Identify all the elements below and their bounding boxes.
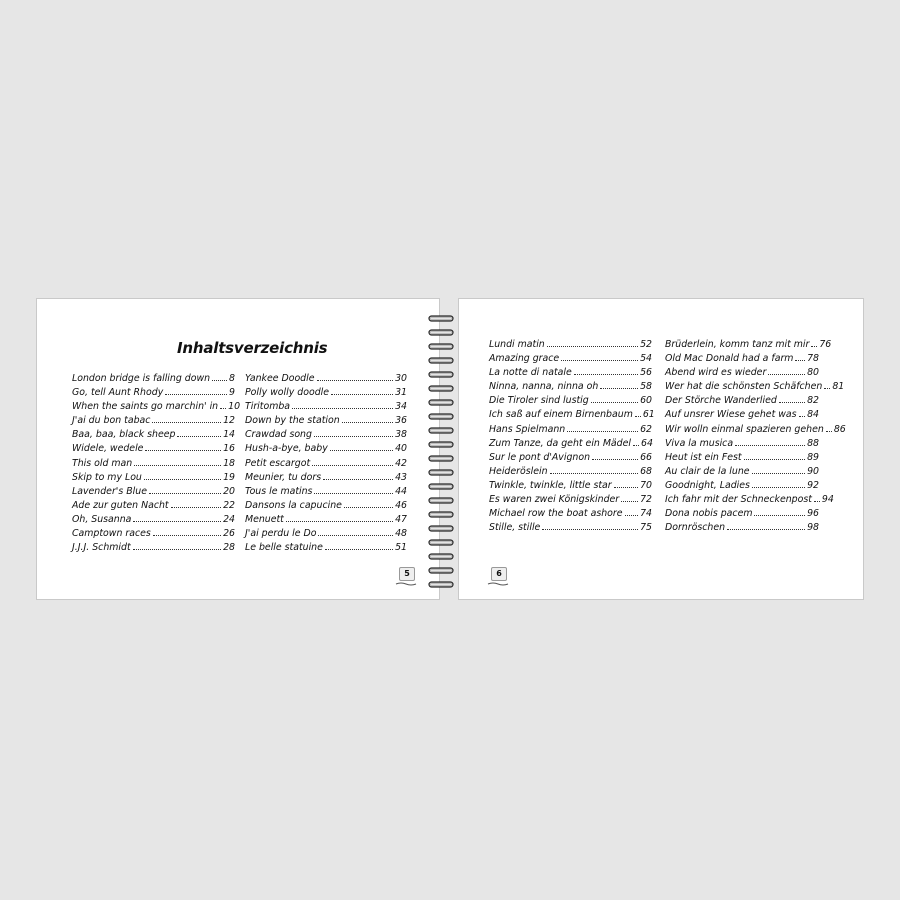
toc-entry	[665, 507, 819, 521]
dot-leader	[134, 465, 221, 466]
toc-entry-page: 40	[395, 443, 407, 455]
toc-entry-page: 66	[640, 451, 652, 463]
toc-entry-page: 72	[640, 494, 652, 506]
toc-entry-title: Goodnight, Ladies	[665, 479, 750, 491]
toc-entry-title: Heut ist ein Fest	[665, 451, 742, 463]
dot-leader	[133, 521, 221, 522]
toc-entry-title: Auf unsrer Wiese gehet was	[665, 409, 797, 421]
left-page	[36, 298, 440, 600]
toc-entry	[665, 380, 845, 394]
toc-entry	[72, 400, 241, 414]
dot-leader	[567, 431, 638, 432]
toc-entry-title: Zum Tanze, da geht ein Mädel	[489, 437, 631, 449]
toc-entry	[489, 507, 652, 521]
dot-leader	[752, 473, 805, 474]
toc-entry-title: Widele, wedele	[72, 443, 144, 455]
toc-entry	[245, 457, 407, 471]
dot-leader	[814, 501, 820, 502]
toc-entry	[665, 465, 819, 479]
toc-entry	[245, 541, 407, 555]
toc-entry	[665, 366, 819, 380]
toc-entry-title: Brüderlein, komm tanz mit mir	[665, 339, 810, 350]
toc-entry	[665, 521, 819, 535]
page-ornament-icon	[487, 582, 509, 586]
toc-entry	[665, 408, 819, 422]
toc-entry-title: Down by the station	[245, 415, 340, 427]
toc-entry	[72, 414, 235, 428]
dot-leader	[330, 450, 393, 451]
toc-entry	[72, 457, 235, 471]
toc-entry-title: J'ai du bon tabac	[72, 415, 151, 427]
toc-entry-title: Wer hat die schönsten Schäfchen	[665, 381, 823, 393]
dot-leader	[153, 535, 221, 536]
toc-entry-title: Ich fahr mit der Schneckenpost	[665, 494, 812, 506]
toc-entry-page: 78	[807, 353, 819, 365]
toc-entry-page: 70	[640, 479, 652, 491]
toc-entry-title: Ich saß auf einem Birnenbaum	[489, 409, 633, 421]
toc-entry-page: 31	[395, 387, 407, 399]
toc-entry	[245, 414, 407, 428]
toc-entry-page: 44	[395, 485, 407, 497]
toc-entry-title: Lavender's Blue	[72, 485, 147, 497]
dot-leader	[165, 394, 227, 395]
toc-entry	[72, 527, 235, 541]
page-number-right: 6	[491, 567, 507, 581]
toc-entry	[72, 372, 235, 386]
toc-column-2	[245, 372, 407, 555]
toc-entry-title: Abend wird es wieder	[665, 367, 767, 379]
toc-entry-title: Hans Spielmann	[489, 423, 566, 435]
toc-entry	[665, 479, 819, 493]
dot-leader	[342, 422, 393, 423]
toc-entry-page: 8	[229, 373, 235, 384]
dot-leader	[811, 346, 817, 347]
toc-entry-title: Sur le pont d'Avignon	[489, 451, 591, 463]
toc-entry	[489, 338, 652, 352]
toc-entry-title: Heideröslein	[489, 465, 548, 477]
toc-entry-title: Dona nobis pacem	[665, 508, 753, 520]
dot-leader	[574, 374, 638, 375]
toc-entry-page: 62	[640, 423, 652, 435]
toc-entry-page: 61	[642, 409, 655, 421]
toc-entry-title: J'ai perdu le Do	[245, 528, 317, 540]
dot-leader	[824, 388, 830, 389]
toc-entry	[489, 479, 652, 493]
toc-entry	[665, 437, 819, 451]
dot-leader	[317, 380, 394, 381]
toc-entry	[72, 513, 235, 527]
toc-entry-title: Michael row the boat ashore	[489, 508, 623, 520]
toc-entry	[245, 485, 407, 499]
toc-entry-title: Der Störche Wanderlied	[665, 395, 777, 407]
dot-leader	[633, 445, 639, 446]
dot-leader	[325, 549, 393, 550]
page-ornament-icon	[395, 582, 417, 586]
page-title: Inhaltsverzeichnis	[177, 339, 328, 357]
toc-entry-title: Viva la musica	[665, 437, 734, 449]
toc-entry-page: 90	[807, 465, 819, 477]
toc-entry	[72, 386, 235, 400]
toc-entry-page: 48	[395, 528, 407, 540]
toc-entry-title: Dornröschen	[665, 522, 726, 534]
toc-entry-title: Yankee Doodle	[245, 373, 315, 384]
toc-entry-page: 19	[223, 471, 235, 483]
dot-leader	[331, 394, 393, 395]
toc-entry-page: 81	[832, 381, 845, 393]
dot-leader	[795, 360, 805, 361]
toc-entry	[72, 485, 235, 499]
dot-leader	[799, 416, 806, 417]
toc-entry-page: 68	[640, 465, 652, 477]
toc-entry	[72, 471, 235, 485]
toc-entry-page: 52	[640, 339, 652, 350]
dot-leader	[292, 408, 393, 409]
toc-entry-title: Meunier, tu dors	[245, 471, 322, 483]
dot-leader	[542, 529, 638, 530]
toc-entry-page: 96	[807, 508, 819, 520]
page-number-left: 5	[399, 567, 415, 581]
toc-entry	[72, 541, 235, 555]
toc-entry-title: Hush-a-bye, baby	[245, 443, 328, 455]
toc-entry-page: 46	[395, 499, 407, 511]
dot-leader	[314, 493, 393, 494]
toc-entry-page: 89	[807, 451, 819, 463]
toc-entry-title: Tiritomba	[245, 401, 291, 413]
toc-entry	[245, 386, 407, 400]
toc-entry-title: Au clair de la lune	[665, 465, 750, 477]
toc-entry	[665, 338, 832, 352]
toc-entry-page: 28	[223, 542, 235, 554]
dot-leader	[547, 346, 638, 347]
dot-leader	[779, 402, 805, 403]
toc-entry-page: 82	[807, 395, 819, 407]
toc-entry	[245, 442, 407, 456]
toc-entry	[245, 372, 407, 386]
toc-entry-page: 51	[395, 542, 407, 554]
toc-entry-title: Tous le matins	[245, 485, 313, 497]
toc-entry-page: 84	[807, 409, 819, 421]
toc-entry-title: Ade zur guten Nacht	[72, 499, 169, 511]
toc-entry	[665, 394, 819, 408]
toc-entry-page: 14	[223, 429, 235, 441]
dot-leader	[600, 388, 638, 389]
toc-entry-page: 16	[223, 443, 235, 455]
dot-leader	[635, 416, 641, 417]
toc-entry	[665, 423, 846, 437]
toc-entry	[72, 428, 235, 442]
toc-entry	[489, 465, 652, 479]
toc-entry-title: Old Mac Donald had a farm	[665, 353, 794, 365]
toc-entry-title: Baa, baa, black sheep	[72, 429, 176, 441]
right-page	[458, 298, 864, 600]
toc-entry-title: J.J.J. Schmidt	[72, 542, 131, 554]
toc-entry-title: Petit escargot	[245, 457, 311, 469]
toc-entry-title: Amazing grace	[489, 353, 560, 365]
toc-entry-page: 80	[807, 367, 819, 379]
toc-entry-page: 74	[640, 508, 652, 520]
toc-entry	[489, 521, 652, 535]
toc-entry-page: 60	[640, 395, 652, 407]
toc-entry-page: 56	[640, 367, 652, 379]
toc-entry-title: Die Tiroler sind lustig	[489, 395, 589, 407]
dot-leader	[149, 493, 221, 494]
toc-entry	[72, 442, 235, 456]
dot-leader	[171, 507, 221, 508]
toc-entry-page: 92	[807, 479, 819, 491]
dot-leader	[286, 521, 393, 522]
toc-entry-title: Lundi matin	[489, 339, 545, 350]
toc-entry-title: Ninna, nanna, ninna oh	[489, 381, 599, 393]
toc-entry-page: 42	[395, 457, 407, 469]
toc-entry-page: 36	[395, 415, 407, 427]
toc-column-4	[665, 338, 846, 535]
toc-entry	[489, 423, 652, 437]
toc-entry-page: 54	[640, 353, 652, 365]
dot-leader	[621, 501, 638, 502]
toc-entry-page: 20	[223, 485, 235, 497]
toc-entry-page: 12	[223, 415, 235, 427]
toc-entry-title: Menuett	[245, 513, 284, 525]
toc-entry-page: 30	[395, 373, 407, 384]
toc-entry-title: Skip to my Lou	[72, 471, 142, 483]
dot-leader	[614, 487, 638, 488]
toc-entry	[665, 493, 834, 507]
toc-entry-title: Le belle statuine	[245, 542, 323, 554]
dot-leader	[625, 515, 639, 516]
dot-leader	[312, 465, 393, 466]
toc-entry	[665, 451, 819, 465]
toc-entry-page: 75	[640, 522, 652, 534]
dot-leader	[591, 402, 638, 403]
dot-leader	[152, 422, 221, 423]
toc-entry-page: 86	[833, 423, 846, 435]
dot-leader	[754, 515, 805, 516]
toc-entry	[245, 513, 407, 527]
dot-leader	[344, 507, 393, 508]
dot-leader	[550, 473, 639, 474]
toc-entry-title: London bridge is falling down	[72, 373, 211, 384]
spiral-binding-icon	[428, 312, 454, 588]
dot-leader	[727, 529, 805, 530]
dot-leader	[177, 436, 221, 437]
toc-entry-page: 26	[223, 528, 235, 540]
toc-entry-page: 10	[228, 401, 241, 413]
toc-entry-page: 24	[223, 513, 235, 525]
toc-entry-page: 94	[821, 494, 834, 506]
toc-entry-title: Camptown races	[72, 528, 151, 540]
dot-leader	[752, 487, 805, 488]
toc-entry	[245, 527, 407, 541]
toc-entry	[245, 428, 407, 442]
toc-entry	[489, 451, 652, 465]
toc-entry-title: Twinkle, twinkle, little star	[489, 479, 612, 491]
toc-entry-page: 34	[395, 401, 407, 413]
dot-leader	[323, 479, 393, 480]
toc-entry-title: Polly wolly doodle	[245, 387, 330, 399]
toc-column-1	[72, 372, 241, 555]
toc-entry	[245, 471, 407, 485]
toc-entry	[489, 493, 652, 507]
toc-entry	[489, 437, 652, 451]
dot-leader	[144, 479, 221, 480]
toc-entry	[245, 400, 407, 414]
toc-entry-page: 76	[819, 339, 832, 350]
toc-entry	[489, 408, 655, 422]
toc-entry	[245, 499, 407, 513]
dot-leader	[314, 436, 393, 437]
dot-leader	[561, 360, 638, 361]
toc-entry-page: 88	[807, 437, 819, 449]
toc-entry-title: Oh, Susanna	[72, 513, 132, 525]
dot-leader	[592, 459, 638, 460]
toc-entry-title: La notte di natale	[489, 367, 572, 379]
toc-entry-title: This old man	[72, 457, 133, 469]
dot-leader	[768, 374, 805, 375]
toc-entry-page: 18	[223, 457, 235, 469]
toc-entry-title: Crawdad song	[245, 429, 312, 441]
toc-entry-title: Es waren zwei Königskinder	[489, 494, 620, 506]
dot-leader	[318, 535, 393, 536]
dot-leader	[744, 459, 805, 460]
dot-leader	[826, 431, 832, 432]
toc-column-3	[489, 338, 655, 535]
toc-entry-page: 58	[640, 381, 652, 393]
toc-entry-page: 38	[395, 429, 407, 441]
toc-entry	[489, 366, 652, 380]
dot-leader	[735, 445, 805, 446]
toc-entry-title: Dansons la capucine	[245, 499, 342, 511]
toc-entry	[489, 352, 652, 366]
toc-entry-page: 98	[807, 522, 819, 534]
toc-entry	[665, 352, 819, 366]
toc-entry-page: 43	[395, 471, 407, 483]
toc-entry-page: 22	[223, 499, 235, 511]
toc-entry-title: When the saints go marchin' in	[72, 401, 219, 413]
toc-entry-title: Stille, stille	[489, 522, 541, 534]
toc-entry	[489, 394, 652, 408]
dot-leader	[145, 450, 221, 451]
toc-entry	[489, 380, 652, 394]
dot-leader	[212, 380, 227, 381]
toc-entry-page: 9	[229, 387, 235, 399]
toc-entry-page: 47	[395, 513, 407, 525]
dot-leader	[220, 408, 226, 409]
toc-entry	[72, 499, 235, 513]
toc-entry-title: Go, tell Aunt Rhody	[72, 387, 164, 399]
toc-entry-page: 64	[641, 437, 653, 449]
dot-leader	[133, 549, 221, 550]
toc-entry-title: Wir wolln einmal spazieren gehen	[665, 423, 824, 435]
